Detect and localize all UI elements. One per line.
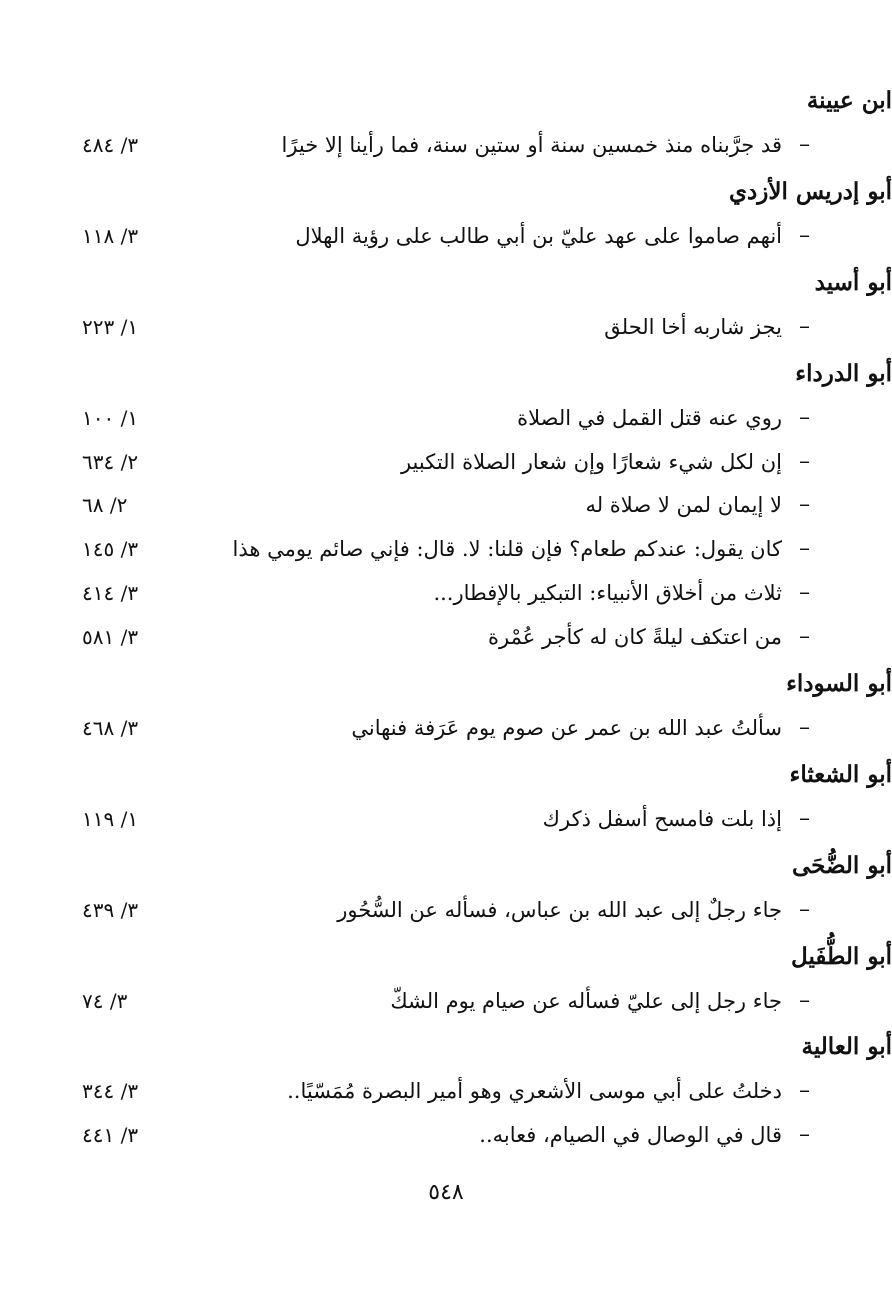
list-item bbox=[0, 1074, 892, 1108]
entry-text: ثلاث من أخلاق الأنبياء: التبكير بالإفطار... bbox=[433, 581, 782, 605]
entry-text: جاء رجل إلى عليّ فسأله عن صيام يوم الشكّ bbox=[390, 989, 782, 1013]
list-item bbox=[0, 488, 892, 522]
entry-text: روي عنه قتل القمل في الصلاة bbox=[517, 406, 782, 430]
dash-bullet: – bbox=[799, 449, 810, 474]
entry-text: قد جرَّبناه منذ خمسين سنة أو ستين سنة، فما رأينا إلا خيرًا bbox=[281, 133, 782, 157]
dash-bullet: – bbox=[799, 405, 810, 430]
entry-text: قال في الوصال في الصيام، فعابه.. bbox=[479, 1123, 782, 1147]
dash-bullet: – bbox=[799, 897, 810, 922]
section-heading: أبو السوداء bbox=[786, 670, 892, 697]
list-item bbox=[0, 128, 892, 162]
dash-bullet: – bbox=[799, 314, 810, 339]
dash-bullet: – bbox=[799, 1122, 810, 1147]
entry-reference: ٣/ ٤٦٨ bbox=[82, 716, 139, 740]
entry-reference: ٢/ ٦٣٤ bbox=[82, 450, 139, 474]
entry-reference: ١/ ١١٩ bbox=[82, 807, 139, 831]
dash-bullet: – bbox=[799, 223, 810, 248]
list-item bbox=[0, 1118, 892, 1152]
entry-text: يجز شاربه أخا الحلق bbox=[604, 315, 782, 339]
list-item bbox=[0, 576, 892, 610]
entry-reference: ٢/ ٦٨ bbox=[82, 493, 128, 517]
entry-reference: ٣/ ٥٨١ bbox=[82, 625, 139, 649]
entry-text: لا إيمان لمن لا صلاة له bbox=[585, 493, 782, 517]
section-heading: أبو الضُّحَى bbox=[791, 852, 892, 879]
entry-text: كان يقول: عندكم طعام؟ فإن قلنا: لا. قال: فإني صائم يومي هذا bbox=[232, 537, 782, 561]
section-heading: أبو إدريس الأزدي bbox=[728, 178, 892, 205]
entry-text: جاء رجلٌ إلى عبد الله بن عباس، فسأله عن السُّحُور bbox=[337, 898, 782, 922]
section-heading: أبو الشعثاء bbox=[789, 761, 892, 788]
entry-text: دخلتُ على أبي موسى الأشعري وهو أمير البصرة مُمَسّيًا.. bbox=[287, 1079, 782, 1103]
entry-text: من اعتكف ليلةً كان له كأجر عُمْرة bbox=[488, 625, 782, 649]
list-item bbox=[0, 893, 892, 927]
entry-reference: ٣/ ٤٨٤ bbox=[82, 133, 139, 157]
entry-text: سألتُ عبد الله بن عمر عن صوم يوم عَرَفة فنهاني bbox=[351, 716, 782, 740]
entry-reference: ٣/ ١٤٥ bbox=[82, 537, 139, 561]
dash-bullet: – bbox=[799, 580, 810, 605]
entry-reference: ٣/ ٣٤٤ bbox=[82, 1079, 139, 1103]
dash-bullet: – bbox=[799, 1078, 810, 1103]
list-item bbox=[0, 401, 892, 435]
list-item bbox=[0, 445, 892, 479]
entry-text: أنهم صاموا على عهد عليّ بن أبي طالب على رؤية الهلال bbox=[295, 224, 782, 248]
dash-bullet: – bbox=[799, 492, 810, 517]
list-item bbox=[0, 310, 892, 344]
section-heading: ابن عيينة bbox=[806, 87, 892, 114]
entry-reference: ٣/ ٧٤ bbox=[82, 989, 128, 1013]
dash-bullet: – bbox=[799, 806, 810, 831]
list-item bbox=[0, 802, 892, 836]
list-item bbox=[0, 219, 892, 253]
section-heading: أبو الطُّفَيل bbox=[791, 943, 892, 970]
entry-reference: ١/ ١٠٠ bbox=[82, 406, 139, 430]
entry-text: إذا بلت فامسح أسفل ذكرك bbox=[542, 807, 782, 831]
entry-reference: ١/ ٢٢٣ bbox=[82, 315, 139, 339]
section-heading: أبو أسيد bbox=[814, 269, 892, 296]
entry-reference: ٣/ ٤٣٩ bbox=[82, 898, 139, 922]
dash-bullet: – bbox=[799, 536, 810, 561]
dash-bullet: – bbox=[799, 988, 810, 1013]
entry-reference: ٣/ ١١٨ bbox=[82, 224, 139, 248]
list-item bbox=[0, 532, 892, 566]
section-heading: أبو الدرداء bbox=[795, 360, 892, 387]
list-item bbox=[0, 711, 892, 745]
entry-reference: ٣/ ٤١٤ bbox=[82, 581, 139, 605]
list-item bbox=[0, 620, 892, 654]
page-number: ٥٤٨ bbox=[428, 1180, 464, 1205]
dash-bullet: – bbox=[799, 715, 810, 740]
list-item bbox=[0, 984, 892, 1018]
entry-reference: ٣/ ٤٤١ bbox=[82, 1123, 139, 1147]
dash-bullet: – bbox=[799, 624, 810, 649]
section-heading: أبو العالية bbox=[801, 1033, 892, 1060]
entry-text: إن لكل شيء شعارًا وإن شعار الصلاة التكبير bbox=[400, 450, 782, 474]
dash-bullet: – bbox=[799, 132, 810, 157]
